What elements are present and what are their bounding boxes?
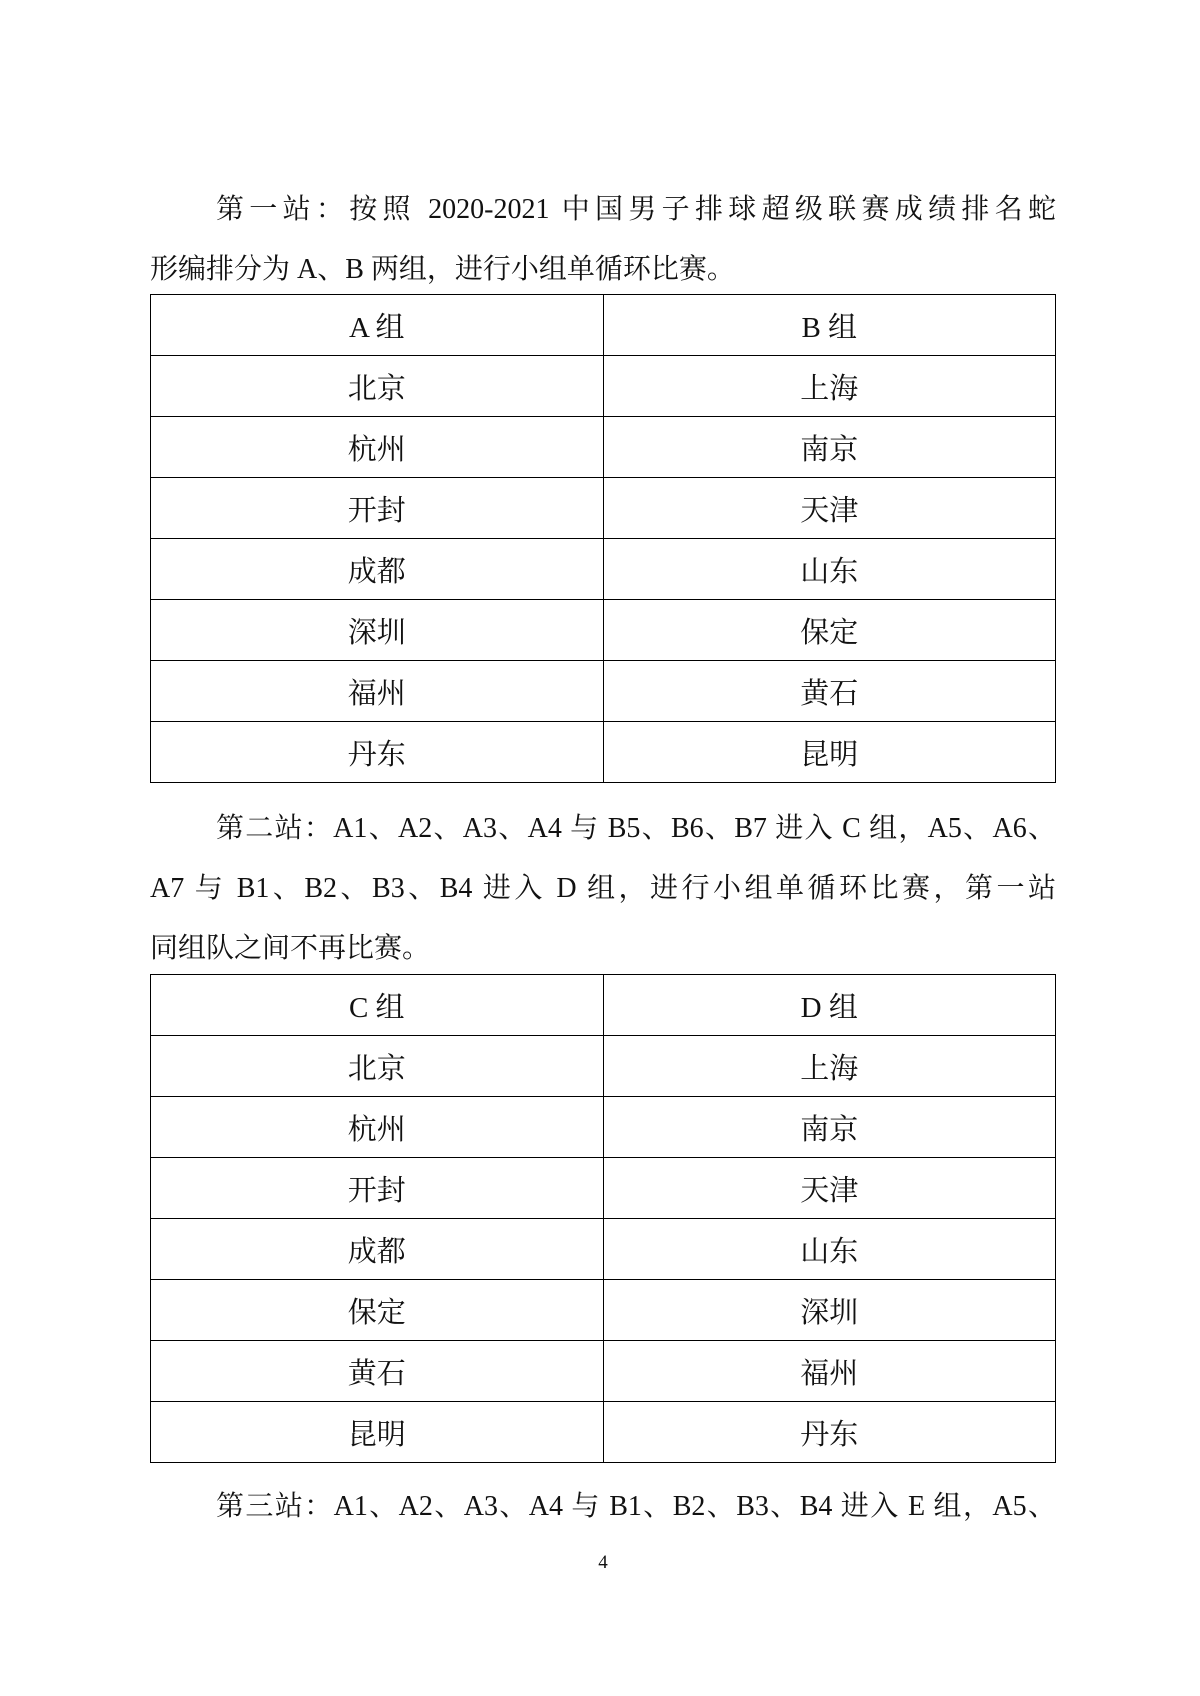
table-cell: 杭州 xyxy=(151,1097,604,1158)
table-header-cell: C 组 xyxy=(151,975,604,1036)
table-row xyxy=(151,1341,1056,1402)
paragraph-line: 同组队之间不再比赛。 xyxy=(150,933,431,964)
table-row xyxy=(151,1158,1056,1219)
table-cell: 开封 xyxy=(151,478,604,539)
paragraph-station-1 xyxy=(150,180,1056,300)
table-cell: 深圳 xyxy=(151,600,604,661)
table-cell: 福州 xyxy=(603,1341,1056,1402)
table-row xyxy=(151,1097,1056,1158)
table-row xyxy=(151,1219,1056,1280)
table-row xyxy=(151,417,1056,478)
table-cell: 天津 xyxy=(603,1158,1056,1219)
paragraph-line: 形编排分为 A、B 两组，进行小组单循环比赛。 xyxy=(150,254,735,285)
table-cell: 成都 xyxy=(151,539,604,600)
table-cell: 丹东 xyxy=(151,722,604,783)
table-cell: 杭州 xyxy=(151,417,604,478)
table-header-cell: D 组 xyxy=(603,975,1056,1036)
table-cell: 南京 xyxy=(603,1097,1056,1158)
table-cell: 天津 xyxy=(603,478,1056,539)
table-cell: 北京 xyxy=(151,356,604,417)
group-table-c-d xyxy=(150,974,1056,1463)
table-cell: 山东 xyxy=(603,1219,1056,1280)
paragraph-line: 第三站：A1、A2、A3、A4 与 B1、B2、B3、B4 进入 E 组，A5、 xyxy=(216,1491,1056,1522)
table-row xyxy=(151,539,1056,600)
table-row xyxy=(151,661,1056,722)
paragraph-line: 第一站：按照 2020-2021 中国男子排球超级联赛成绩排名蛇 xyxy=(216,194,1056,225)
table-row xyxy=(151,356,1056,417)
table-cell: 保定 xyxy=(151,1280,604,1341)
table-cell: 开封 xyxy=(151,1158,604,1219)
table-cell: 成都 xyxy=(151,1219,604,1280)
paragraph-station-3 xyxy=(150,1477,1056,1537)
table-header-cell: A 组 xyxy=(151,295,604,356)
table-cell: 昆明 xyxy=(151,1402,604,1463)
paragraph-line: A7 与 B1、B2、B3、B4 进入 D 组，进行小组单循环比赛，第一站 xyxy=(150,873,1056,904)
table-row xyxy=(151,722,1056,783)
table-cell: 昆明 xyxy=(603,722,1056,783)
table-cell: 上海 xyxy=(603,356,1056,417)
table-row xyxy=(151,1280,1056,1341)
table-cell: 上海 xyxy=(603,1036,1056,1097)
table-row xyxy=(151,600,1056,661)
paragraph-station-2 xyxy=(150,799,1056,979)
table-row xyxy=(151,1402,1056,1463)
table-cell: 南京 xyxy=(603,417,1056,478)
page-number: 4 xyxy=(598,1552,608,1573)
table-header-row xyxy=(151,295,1056,356)
table-cell: 山东 xyxy=(603,539,1056,600)
table-row xyxy=(151,1036,1056,1097)
table-cell: 保定 xyxy=(603,600,1056,661)
table-row xyxy=(151,478,1056,539)
group-table-a-b xyxy=(150,294,1056,783)
table-cell: 黄石 xyxy=(151,1341,604,1402)
table-cell: 黄石 xyxy=(603,661,1056,722)
table-cell: 丹东 xyxy=(603,1402,1056,1463)
paragraph-line: 第二站：A1、A2、A3、A4 与 B5、B6、B7 进入 C 组，A5、A6、 xyxy=(216,813,1056,844)
table-cell: 北京 xyxy=(151,1036,604,1097)
table-header-row xyxy=(151,975,1056,1036)
table-cell: 深圳 xyxy=(603,1280,1056,1341)
table-cell: 福州 xyxy=(151,661,604,722)
table-header-cell: B 组 xyxy=(603,295,1056,356)
